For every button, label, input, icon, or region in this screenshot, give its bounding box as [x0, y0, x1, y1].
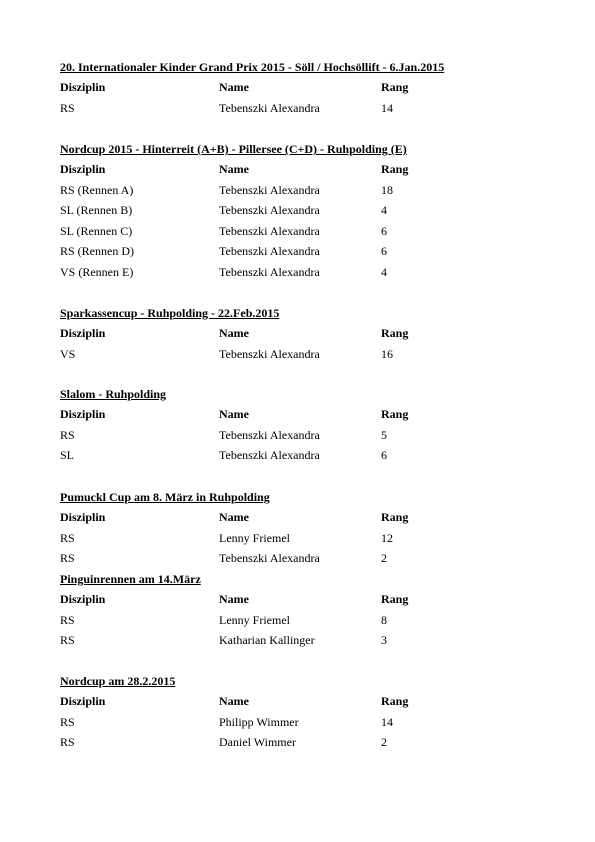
results-section: [60, 572, 540, 654]
results-section: [60, 674, 540, 756]
table-row: [60, 613, 540, 634]
cell-name: Tebenszki Alexandra: [219, 100, 320, 115]
results-section: [60, 306, 540, 367]
table-row: [60, 633, 540, 654]
column-header-name: Name: [219, 510, 249, 524]
section-title: 20. Internationaler Kinder Grand Prix 2015 - Söll / Hochsöllift - 6.Jan.2015: [60, 60, 445, 74]
column-header-name: Name: [219, 592, 249, 606]
cell-disziplin: SL: [60, 448, 75, 462]
column-header-rang: Rang: [381, 592, 409, 606]
column-header-rang: Rang: [381, 407, 409, 421]
column-header-disziplin: Disziplin: [60, 326, 106, 340]
cell-name: Katharian Kallinger: [219, 633, 315, 647]
section-title: Pinguinrennen am 14.März: [60, 572, 201, 586]
table-header: [60, 694, 540, 715]
cell-rang: 3: [381, 633, 387, 647]
cell-name: Tebenszki Alexandra: [219, 551, 320, 565]
results-section: [60, 490, 540, 572]
table-row: [60, 735, 540, 756]
cell-rang: 18: [381, 182, 393, 197]
column-header-rang: Rang: [381, 694, 409, 708]
cell-rang: 5: [381, 427, 387, 442]
results-section: [60, 142, 540, 285]
column-header-disziplin: Disziplin: [60, 80, 106, 94]
column-header-name: Name: [219, 80, 249, 94]
results-section: [60, 60, 540, 121]
column-header-name: Name: [219, 326, 249, 340]
column-header-disziplin: Disziplin: [60, 694, 106, 708]
cell-name: Tebenszki Alexandra: [219, 264, 320, 279]
cell-rang: 16: [381, 346, 393, 361]
cell-name: Tebenszki Alexandra: [219, 346, 320, 361]
column-header-disziplin: Disziplin: [60, 510, 106, 524]
section-title: Nordcup am 28.2.2015: [60, 674, 176, 688]
cell-disziplin: RS: [60, 427, 75, 442]
section-title: Slalom - Ruhpolding: [60, 387, 167, 401]
cell-disziplin: RS (Rennen D): [60, 244, 134, 258]
cell-disziplin: RS: [60, 612, 75, 627]
table-row: [60, 244, 540, 265]
cell-name: Tebenszki Alexandra: [219, 427, 320, 442]
column-header-rang: Rang: [381, 510, 409, 524]
cell-rang: 6: [381, 223, 387, 238]
cell-disziplin: RS: [60, 100, 75, 115]
table-header: [60, 592, 540, 613]
cell-name: Tebenszki Alexandra: [219, 448, 320, 462]
table-row: [60, 347, 540, 368]
column-header-disziplin: Disziplin: [60, 162, 106, 176]
table-header: [60, 510, 540, 531]
cell-disziplin: RS: [60, 735, 75, 749]
cell-rang: 14: [381, 100, 393, 115]
cell-name: Lenny Friemel: [219, 612, 290, 627]
cell-rang: 2: [381, 551, 387, 565]
table-header: [60, 162, 540, 183]
section-title: Sparkassencup - Ruhpolding - 22.Feb.2015: [60, 306, 280, 320]
cell-rang: 6: [381, 244, 387, 258]
cell-disziplin: SL (Rennen B): [60, 203, 133, 217]
table-row: [60, 224, 540, 245]
cell-rang: 8: [381, 612, 387, 627]
table-row: [60, 715, 540, 736]
table-row: [60, 101, 540, 122]
cell-disziplin: VS: [60, 346, 76, 361]
results-section: [60, 387, 540, 469]
cell-disziplin: VS (Rennen E): [60, 264, 134, 279]
cell-disziplin: RS: [60, 530, 75, 545]
table-header: [60, 80, 540, 101]
column-header-rang: Rang: [381, 162, 409, 176]
cell-disziplin: RS: [60, 633, 75, 647]
table-row: [60, 203, 540, 224]
table-row: [60, 551, 540, 572]
column-header-disziplin: Disziplin: [60, 592, 106, 606]
cell-rang: 14: [381, 714, 393, 729]
cell-rang: 4: [381, 203, 387, 217]
column-header-disziplin: Disziplin: [60, 407, 106, 421]
table-header: [60, 326, 540, 347]
cell-disziplin: SL (Rennen C): [60, 223, 133, 238]
cell-disziplin: RS (Rennen A): [60, 182, 134, 197]
column-header-name: Name: [219, 407, 249, 421]
column-header-name: Name: [219, 694, 249, 708]
cell-rang: 6: [381, 448, 387, 462]
cell-rang: 4: [381, 264, 387, 279]
column-header-name: Name: [219, 162, 249, 176]
cell-name: Philipp Wimmer: [219, 714, 299, 729]
cell-disziplin: RS: [60, 551, 75, 565]
cell-name: Lenny Friemel: [219, 530, 290, 545]
table-row: [60, 265, 540, 286]
table-row: [60, 448, 540, 469]
cell-name: Daniel Wimmer: [219, 735, 296, 749]
cell-name: Tebenszki Alexandra: [219, 203, 320, 217]
column-header-rang: Rang: [381, 80, 409, 94]
cell-name: Tebenszki Alexandra: [219, 182, 320, 197]
cell-rang: 12: [381, 530, 393, 545]
table-row: [60, 183, 540, 204]
table-row: [60, 428, 540, 449]
cell-name: Tebenszki Alexandra: [219, 223, 320, 238]
cell-disziplin: RS: [60, 714, 75, 729]
cell-rang: 2: [381, 735, 387, 749]
column-header-rang: Rang: [381, 326, 409, 340]
section-title: Pumuckl Cup am 8. März in Ruhpolding: [60, 490, 270, 504]
cell-name: Tebenszki Alexandra: [219, 244, 320, 258]
section-title: Nordcup 2015 - Hinterreit (A+B) - Pillersee (C+D) - Ruhpolding (E): [60, 142, 407, 156]
table-header: [60, 407, 540, 428]
table-row: [60, 531, 540, 552]
